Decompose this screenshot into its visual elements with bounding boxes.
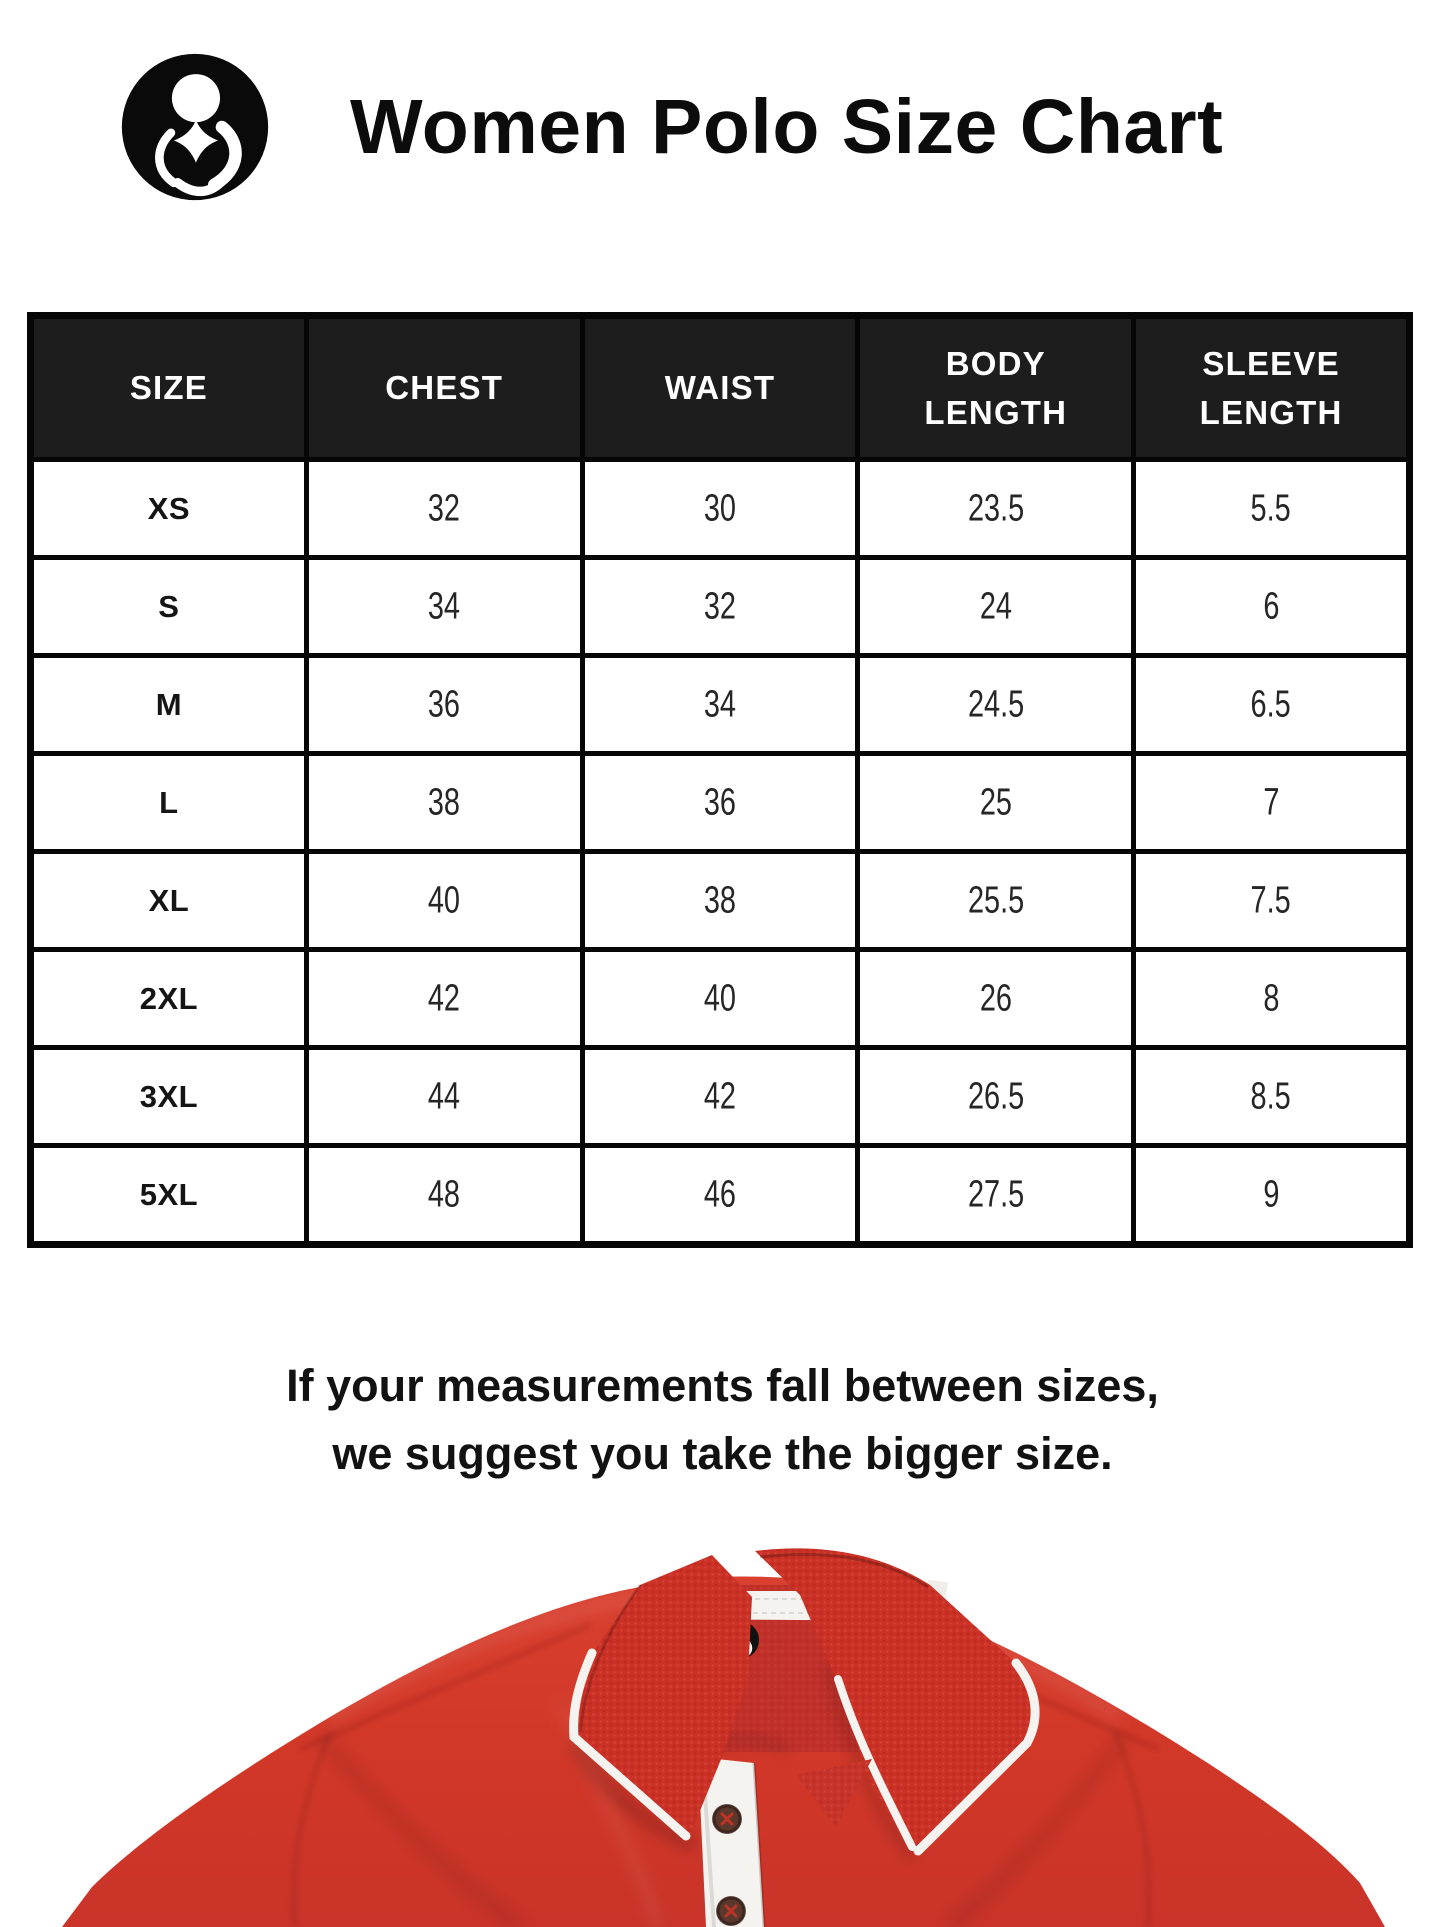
value-cell: 38 bbox=[582, 852, 858, 950]
size-chart-table bbox=[27, 312, 1413, 1248]
value-cell: 27.5 bbox=[858, 1146, 1134, 1245]
value-cell: 9 bbox=[1134, 1146, 1410, 1245]
value-cell: 36 bbox=[582, 754, 858, 852]
value-cell: 7.5 bbox=[1134, 852, 1410, 950]
value-cell: 34 bbox=[306, 558, 582, 656]
value-cell: 24.5 bbox=[858, 656, 1134, 754]
column-header: WAIST bbox=[582, 316, 858, 460]
size-cell: 5XL bbox=[31, 1146, 307, 1245]
page-title: Women Polo Size Chart bbox=[350, 83, 1224, 170]
value-cell: 38 bbox=[306, 754, 582, 852]
value-cell: 30 bbox=[582, 460, 858, 558]
column-header: SLEEVE LENGTH bbox=[1134, 316, 1410, 460]
table-row bbox=[31, 656, 1410, 754]
size-cell: XS bbox=[31, 460, 307, 558]
value-cell: 25.5 bbox=[858, 852, 1134, 950]
column-header: SIZE bbox=[31, 316, 307, 460]
table-row bbox=[31, 1146, 1410, 1245]
value-cell: 26.5 bbox=[858, 1048, 1134, 1146]
value-cell: 26 bbox=[858, 950, 1134, 1048]
value-cell: 48 bbox=[306, 1146, 582, 1245]
value-cell: 40 bbox=[306, 852, 582, 950]
value-cell: 7 bbox=[1134, 754, 1410, 852]
table-row bbox=[31, 852, 1410, 950]
value-cell: 36 bbox=[306, 656, 582, 754]
value-cell: 23.5 bbox=[858, 460, 1134, 558]
fit-note bbox=[0, 1352, 1445, 1488]
table-row bbox=[31, 460, 1410, 558]
placket-button-1 bbox=[712, 1804, 742, 1834]
value-cell: 42 bbox=[306, 950, 582, 1048]
fit-note-line1: If your measurements fall between sizes, bbox=[286, 1360, 1159, 1411]
table-row bbox=[31, 950, 1410, 1048]
table-row bbox=[31, 754, 1410, 852]
brand-header bbox=[118, 48, 1223, 206]
value-cell: 46 bbox=[582, 1146, 858, 1245]
brand-logo-icon bbox=[118, 50, 272, 204]
value-cell: 6 bbox=[1134, 558, 1410, 656]
size-cell: XL bbox=[31, 852, 307, 950]
value-cell: 8 bbox=[1134, 950, 1410, 1048]
fit-note-line2: we suggest you take the bigger size. bbox=[332, 1428, 1113, 1479]
value-cell: 32 bbox=[306, 460, 582, 558]
size-cell: L bbox=[31, 754, 307, 852]
value-cell: 42 bbox=[582, 1048, 858, 1146]
column-header: CHEST bbox=[306, 316, 582, 460]
value-cell: 8.5 bbox=[1134, 1048, 1410, 1146]
value-cell: 6.5 bbox=[1134, 656, 1410, 754]
table-row bbox=[31, 558, 1410, 656]
value-cell: 24 bbox=[858, 558, 1134, 656]
value-cell: 32 bbox=[582, 558, 858, 656]
value-cell: 44 bbox=[306, 1048, 582, 1146]
value-cell: 40 bbox=[582, 950, 858, 1048]
table-row bbox=[31, 1048, 1410, 1146]
size-cell: 2XL bbox=[31, 950, 307, 1048]
value-cell: 34 bbox=[582, 656, 858, 754]
size-chart-table-wrap bbox=[27, 312, 1413, 1248]
value-cell: 5.5 bbox=[1134, 460, 1410, 558]
size-cell: M bbox=[31, 656, 307, 754]
value-cell: 25 bbox=[858, 754, 1134, 852]
size-cell: S bbox=[31, 558, 307, 656]
column-header: BODY LENGTH bbox=[858, 316, 1134, 460]
placket-button-2 bbox=[716, 1896, 746, 1926]
polo-shirt-photo bbox=[0, 1527, 1445, 1927]
table-header bbox=[31, 316, 1410, 460]
size-cell: 3XL bbox=[31, 1048, 307, 1146]
